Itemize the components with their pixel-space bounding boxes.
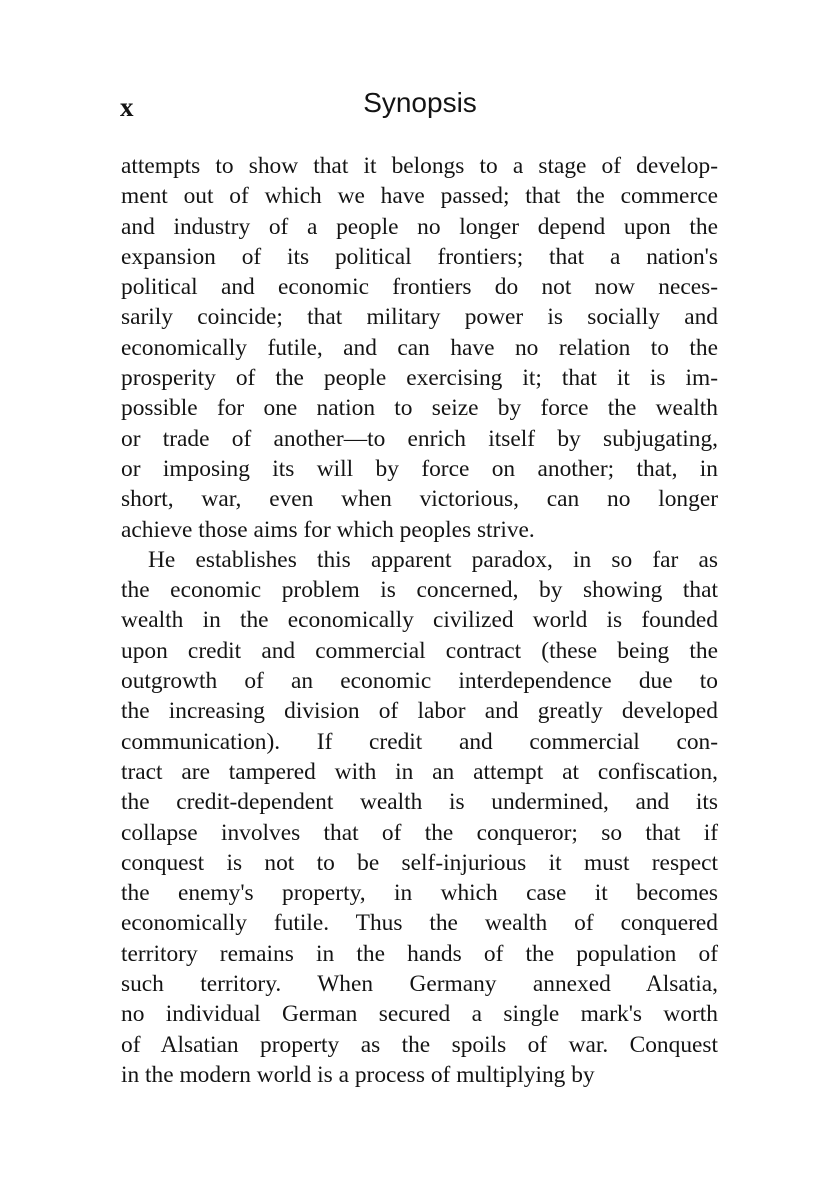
paragraph (121, 151, 718, 545)
text-line: tract are tampered with in an attempt at confiscation, (121, 758, 718, 785)
text-line: the increasing division of labor and greatly developed (121, 698, 718, 725)
running-title: Synopsis (363, 87, 477, 118)
text-line: or trade of another—to enrich itself by subjugating, (121, 425, 718, 452)
text-line: the credit-dependent wealth is undermined, and its (121, 789, 718, 816)
text-line: economically futile. Thus the wealth of conquered (121, 910, 718, 937)
text-line: communication). If credit and commercial con- (121, 728, 718, 755)
text-line: territory remains in the hands of the population of (121, 940, 718, 967)
text-line: He establishes this apparent paradox, in so far as (148, 546, 718, 573)
text-line: economically futile, and can have no relation to the (121, 334, 718, 361)
text-line: political and economic frontiers do not now neces- (121, 274, 718, 301)
text-line: sarily coincide; that military power is socially and (121, 304, 718, 331)
text-line: achieve those aims for which peoples strive. (121, 516, 535, 543)
text-line: the enemy's property, in which case it becomes (121, 880, 718, 907)
text-line: upon credit and commercial contract (these being the (121, 637, 718, 664)
text-line: or imposing its will by force on another; that, in (121, 455, 718, 482)
text-line: short, war, even when victorious, can no longer (121, 486, 718, 513)
text-line: the economic problem is concerned, by showing that (121, 577, 718, 604)
text-line: expansion of its political frontiers; that a nation's (121, 243, 718, 270)
text-line: possible for one nation to seize by force the wealth (121, 395, 718, 422)
paragraph (121, 545, 718, 1090)
text-line: ment out of which we have passed; that the commerce (121, 183, 718, 210)
text-line: and industry of a people no longer depend upon the (121, 213, 718, 240)
text-line: collapse involves that of the conqueror; so that if (121, 819, 718, 846)
text-line: no individual German secured a single mark's worth (121, 1001, 718, 1028)
text-line: wealth in the economically civilized world is founded (121, 607, 718, 634)
text-line: outgrowth of an economic interdependence due to (121, 668, 718, 695)
text-line: attempts to show that it belongs to a stage of develop- (121, 153, 718, 179)
text-line: in the modern world is a process of multiplying by (121, 1061, 595, 1088)
text-line: such territory. When Germany annexed Alsatia, (121, 971, 718, 998)
text-line: of Alsatian property as the spoils of war. Conquest (121, 1031, 718, 1058)
body-text (121, 151, 718, 1090)
page-number: x (120, 92, 134, 122)
text-line: prosperity of the people exercising it; that it is im- (121, 365, 718, 392)
text-line: conquest is not to be self-injurious it must respect (121, 849, 718, 876)
